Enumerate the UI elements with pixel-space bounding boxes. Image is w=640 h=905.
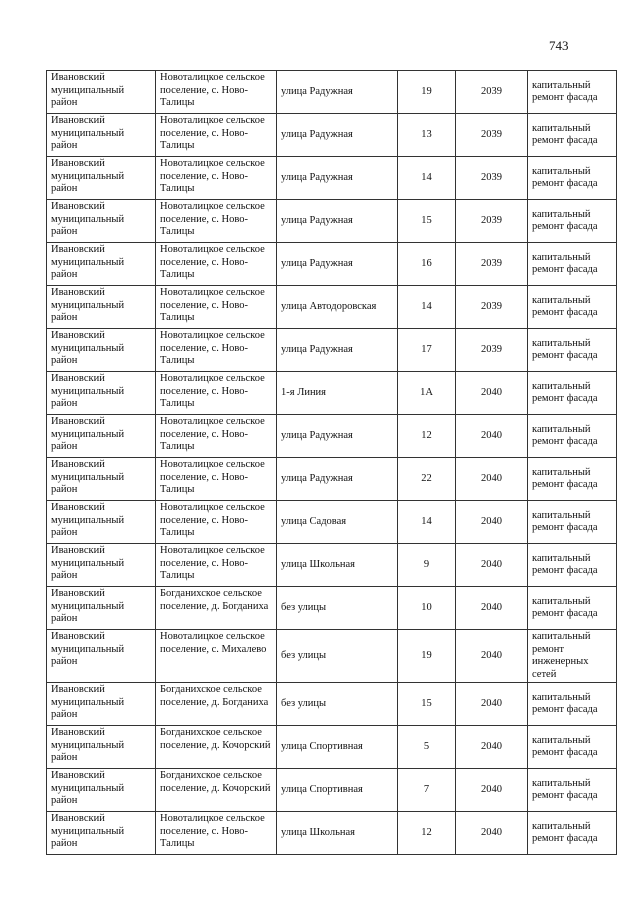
district-cell: Ивановский муниципальный район (47, 726, 156, 769)
settlement-cell: Новоталицкое сельское поселение, с. Ново-Талицы (156, 286, 277, 329)
district-cell: Ивановский муниципальный район (47, 683, 156, 726)
settlement-cell: Новоталицкое сельское поселение, с. Ново-Талицы (156, 501, 277, 544)
work-type-cell: капитальный ремонт инженерных сетей (528, 630, 617, 683)
year-cell: 2039 (456, 114, 528, 157)
district-cell: Ивановский муниципальный район (47, 114, 156, 157)
table-row (47, 630, 617, 683)
house-number-cell: 12 (398, 415, 456, 458)
house-number-cell: 14 (398, 157, 456, 200)
district-cell: Ивановский муниципальный район (47, 501, 156, 544)
year-cell: 2040 (456, 683, 528, 726)
street-cell: улица Автодоровская (277, 286, 398, 329)
street-cell: улица Школьная (277, 544, 398, 587)
table-row (47, 683, 617, 726)
street-cell: 1-я Линия (277, 372, 398, 415)
district-cell: Ивановский муниципальный район (47, 769, 156, 812)
street-cell: улица Садовая (277, 501, 398, 544)
street-cell: улица Радужная (277, 71, 398, 114)
settlement-cell: Новоталицкое сельское поселение, с. Ново-Талицы (156, 71, 277, 114)
house-number-cell: 13 (398, 114, 456, 157)
year-cell: 2039 (456, 286, 528, 329)
street-cell: улица Спортивная (277, 726, 398, 769)
house-number-cell: 22 (398, 458, 456, 501)
table-row (47, 329, 617, 372)
street-cell: улица Радужная (277, 458, 398, 501)
street-cell: улица Радужная (277, 157, 398, 200)
district-cell: Ивановский муниципальный район (47, 544, 156, 587)
table-row (47, 726, 617, 769)
work-type-cell: капитальный ремонт фасада (528, 544, 617, 587)
street-cell: улица Радужная (277, 114, 398, 157)
year-cell: 2039 (456, 71, 528, 114)
settlement-cell: Новоталицкое сельское поселение, с. Ново-Талицы (156, 372, 277, 415)
house-number-cell: 5 (398, 726, 456, 769)
district-cell: Ивановский муниципальный район (47, 200, 156, 243)
year-cell: 2040 (456, 726, 528, 769)
work-type-cell: капитальный ремонт фасада (528, 286, 617, 329)
district-cell: Ивановский муниципальный район (47, 329, 156, 372)
year-cell: 2040 (456, 372, 528, 415)
year-cell: 2040 (456, 544, 528, 587)
settlement-cell: Богданихское сельское поселение, д. Кочорский (156, 769, 277, 812)
table-row (47, 415, 617, 458)
table-row (47, 157, 617, 200)
work-type-cell: капитальный ремонт фасада (528, 726, 617, 769)
district-cell: Ивановский муниципальный район (47, 286, 156, 329)
house-number-cell: 12 (398, 812, 456, 855)
house-number-cell: 14 (398, 286, 456, 329)
table-row (47, 372, 617, 415)
settlement-cell: Новоталицкое сельское поселение, с. Ново-Талицы (156, 415, 277, 458)
table-row (47, 812, 617, 855)
street-cell: без улицы (277, 630, 398, 683)
year-cell: 2040 (456, 812, 528, 855)
table-row (47, 587, 617, 630)
street-cell: улица Радужная (277, 329, 398, 372)
district-cell: Ивановский муниципальный район (47, 71, 156, 114)
work-type-cell: капитальный ремонт фасада (528, 372, 617, 415)
settlement-cell: Новоталицкое сельское поселение, с. Ново-Талицы (156, 157, 277, 200)
district-cell: Ивановский муниципальный район (47, 587, 156, 630)
settlement-cell: Новоталицкое сельское поселение, с. Ново-Талицы (156, 243, 277, 286)
year-cell: 2040 (456, 769, 528, 812)
settlement-cell: Богданихское сельское поселение, д. Кочорский (156, 726, 277, 769)
year-cell: 2040 (456, 630, 528, 683)
settlement-cell: Новоталицкое сельское поселение, с. Ново-Талицы (156, 812, 277, 855)
work-type-cell: капитальный ремонт фасада (528, 329, 617, 372)
house-number-cell: 14 (398, 501, 456, 544)
house-number-cell: 1А (398, 372, 456, 415)
year-cell: 2040 (456, 415, 528, 458)
settlement-cell: Новоталицкое сельское поселение, с. Ново-Талицы (156, 329, 277, 372)
work-type-cell: капитальный ремонт фасада (528, 587, 617, 630)
settlement-cell: Новоталицкое сельское поселение, с. Михалево (156, 630, 277, 683)
district-cell: Ивановский муниципальный район (47, 243, 156, 286)
street-cell: улица Радужная (277, 415, 398, 458)
district-cell: Ивановский муниципальный район (47, 415, 156, 458)
table-row (47, 458, 617, 501)
year-cell: 2039 (456, 329, 528, 372)
work-type-cell: капитальный ремонт фасада (528, 683, 617, 726)
settlement-cell: Новоталицкое сельское поселение, с. Ново-Талицы (156, 200, 277, 243)
house-number-cell: 17 (398, 329, 456, 372)
settlement-cell: Новоталицкое сельское поселение, с. Ново-Талицы (156, 114, 277, 157)
house-number-cell: 7 (398, 769, 456, 812)
housing-repair-table (46, 70, 617, 855)
house-number-cell: 19 (398, 630, 456, 683)
table-row (47, 200, 617, 243)
district-cell: Ивановский муниципальный район (47, 458, 156, 501)
table-row (47, 769, 617, 812)
table-row (47, 71, 617, 114)
house-number-cell: 10 (398, 587, 456, 630)
page-number: 743 (549, 38, 569, 53)
work-type-cell: капитальный ремонт фасада (528, 114, 617, 157)
table-row (47, 501, 617, 544)
table-row (47, 114, 617, 157)
settlement-cell: Богданихское сельское поселение, д. Богданиха (156, 587, 277, 630)
table-row (47, 286, 617, 329)
work-type-cell: капитальный ремонт фасада (528, 458, 617, 501)
district-cell: Ивановский муниципальный район (47, 372, 156, 415)
house-number-cell: 15 (398, 683, 456, 726)
house-number-cell: 15 (398, 200, 456, 243)
year-cell: 2039 (456, 243, 528, 286)
street-cell: без улицы (277, 683, 398, 726)
street-cell: улица Радужная (277, 243, 398, 286)
house-number-cell: 19 (398, 71, 456, 114)
year-cell: 2040 (456, 458, 528, 501)
house-number-cell: 9 (398, 544, 456, 587)
work-type-cell: капитальный ремонт фасада (528, 200, 617, 243)
work-type-cell: капитальный ремонт фасада (528, 157, 617, 200)
settlement-cell: Богданихское сельское поселение, д. Богданиха (156, 683, 277, 726)
table-row (47, 243, 617, 286)
year-cell: 2039 (456, 200, 528, 243)
house-number-cell: 16 (398, 243, 456, 286)
settlement-cell: Новоталицкое сельское поселение, с. Ново-Талицы (156, 458, 277, 501)
table-row (47, 544, 617, 587)
district-cell: Ивановский муниципальный район (47, 157, 156, 200)
street-cell: улица Спортивная (277, 769, 398, 812)
year-cell: 2040 (456, 587, 528, 630)
year-cell: 2039 (456, 157, 528, 200)
work-type-cell: капитальный ремонт фасада (528, 415, 617, 458)
street-cell: улица Школьная (277, 812, 398, 855)
settlement-cell: Новоталицкое сельское поселение, с. Ново-Талицы (156, 544, 277, 587)
work-type-cell: капитальный ремонт фасада (528, 812, 617, 855)
work-type-cell: капитальный ремонт фасада (528, 769, 617, 812)
work-type-cell: капитальный ремонт фасада (528, 501, 617, 544)
work-type-cell: капитальный ремонт фасада (528, 243, 617, 286)
street-cell: улица Радужная (277, 200, 398, 243)
district-cell: Ивановский муниципальный район (47, 812, 156, 855)
district-cell: Ивановский муниципальный район (47, 630, 156, 683)
year-cell: 2040 (456, 501, 528, 544)
work-type-cell: капитальный ремонт фасада (528, 71, 617, 114)
street-cell: без улицы (277, 587, 398, 630)
